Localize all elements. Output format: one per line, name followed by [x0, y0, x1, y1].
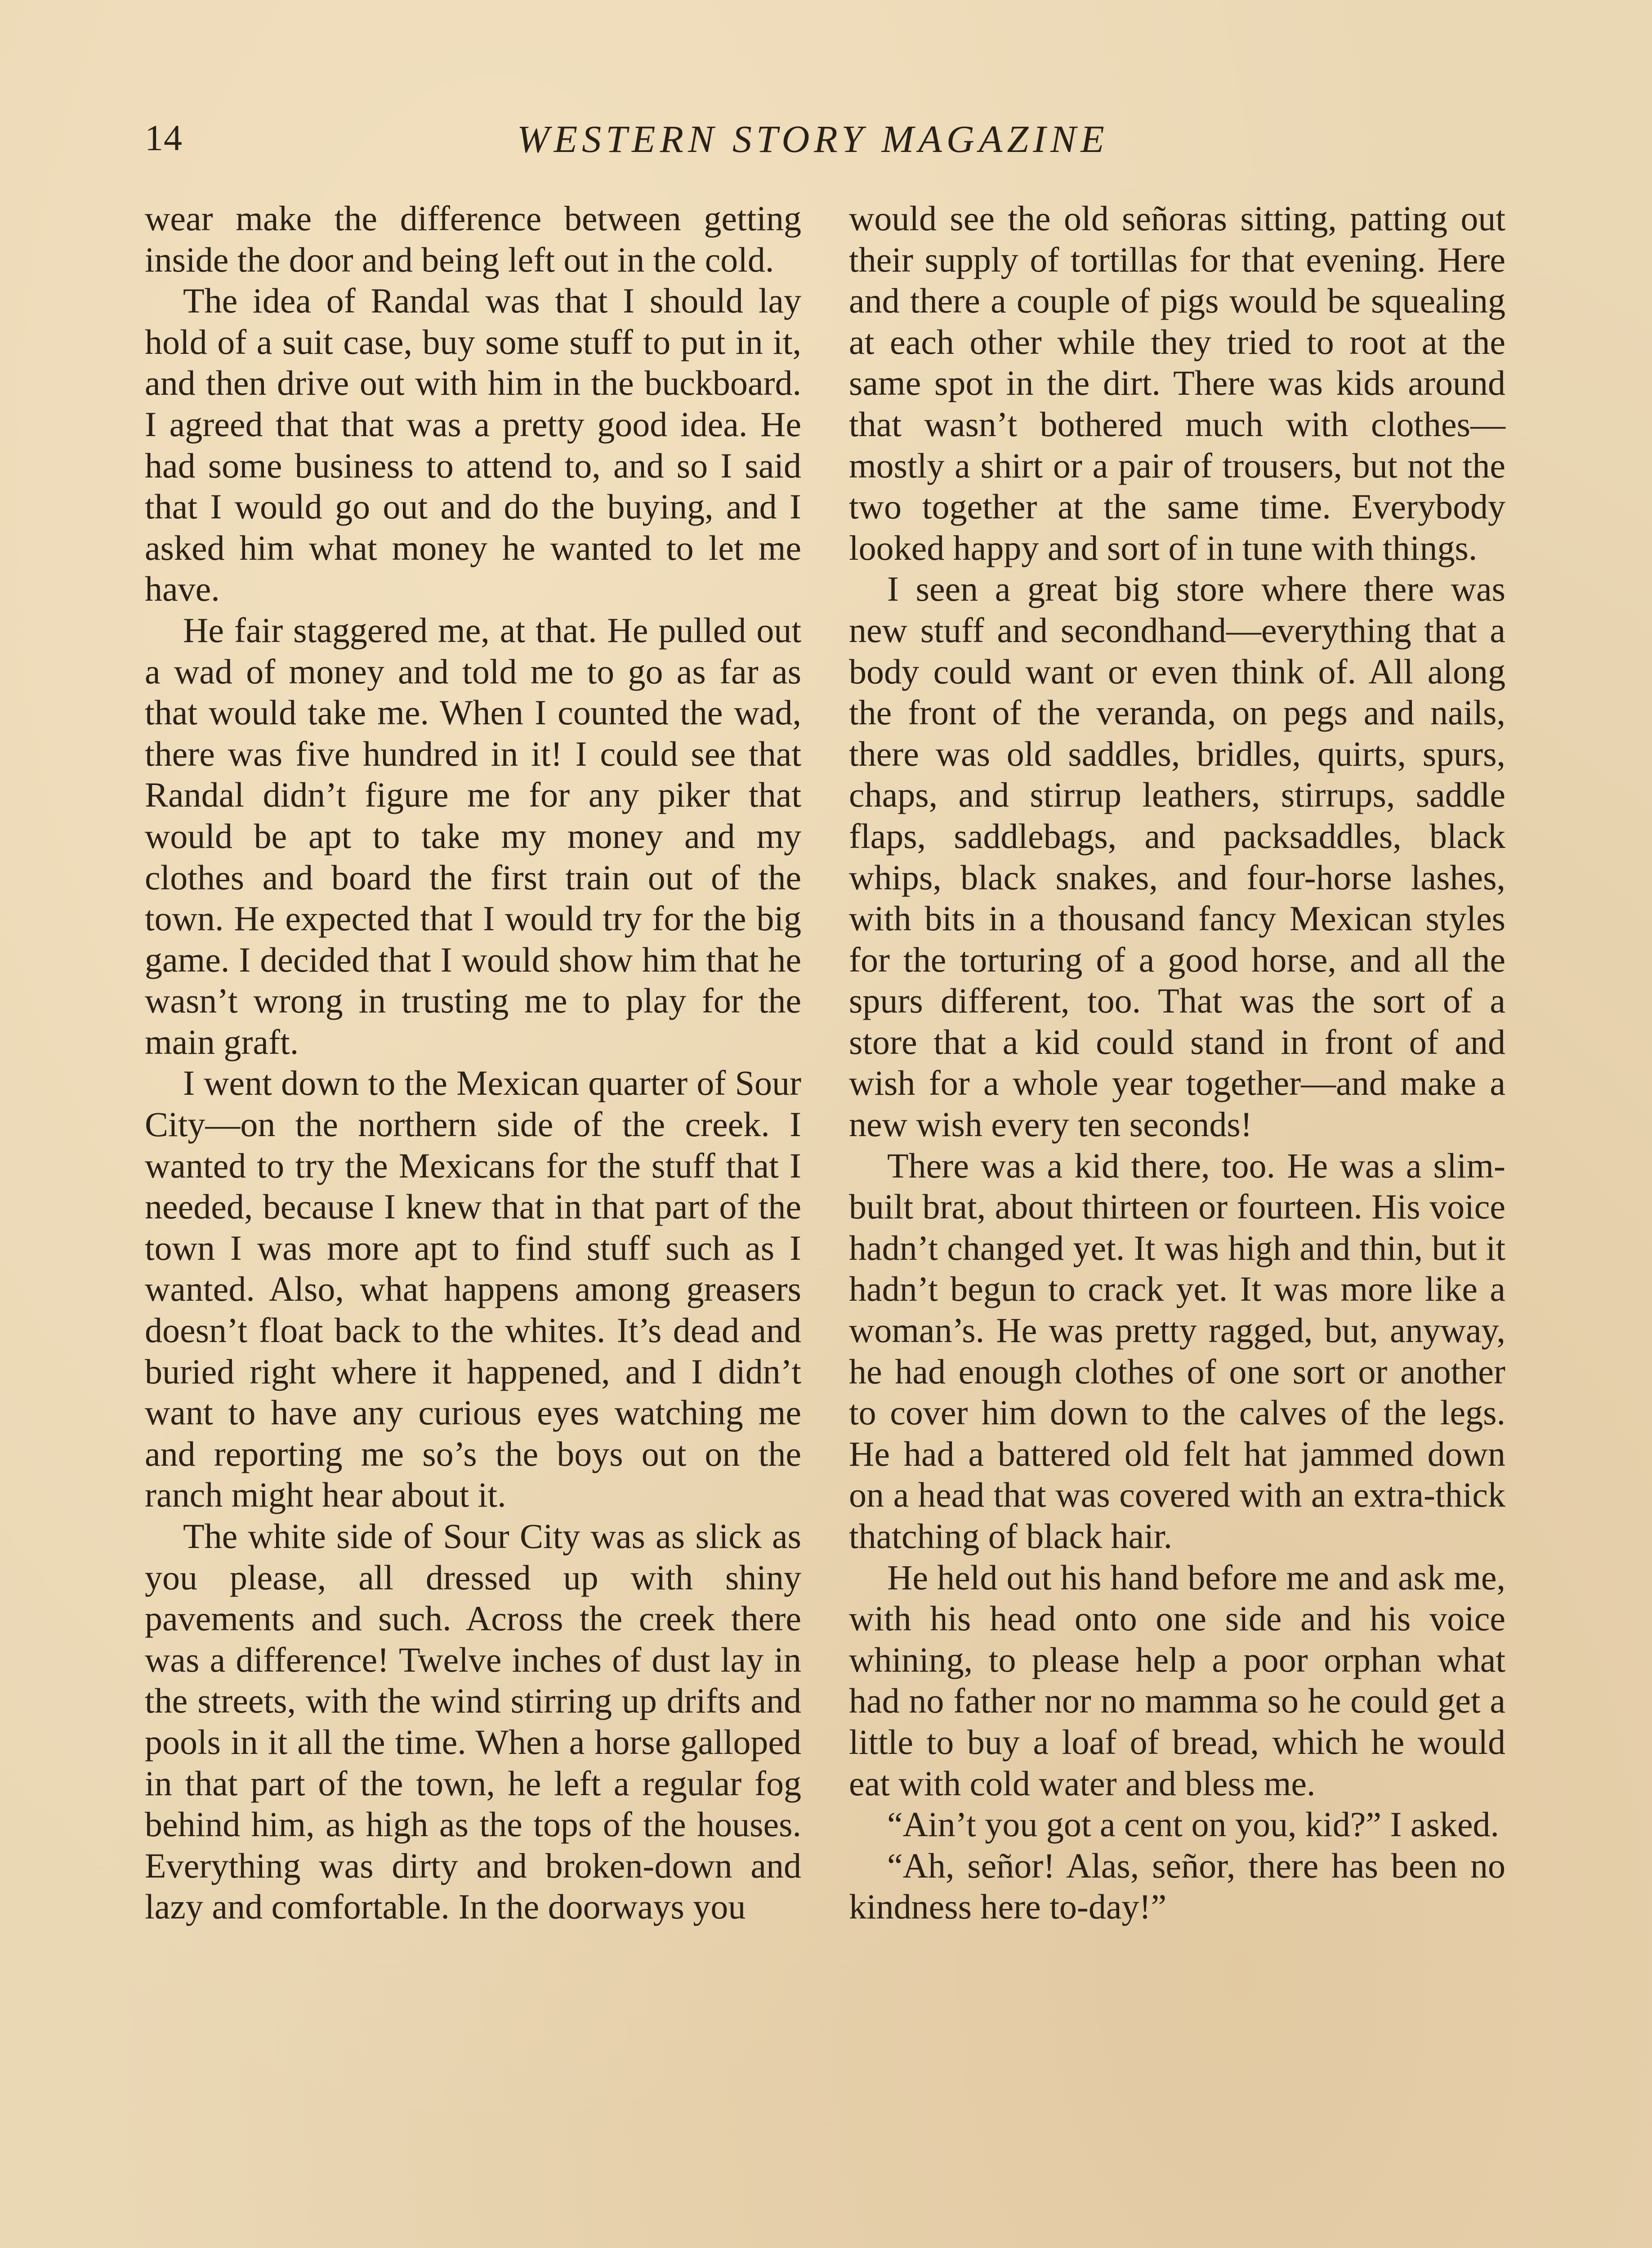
paragraph: The white side of Sour City was as slick as you please, all dressed up with shiny pavements and such. Across the creek there was a difference! Twelve inches of dust lay in the streets, with the wind stirring up drifts and pools in it all the time. When a horse galloped in that part of the town, he left a regular fog behind him, as high as the tops of the houses. Everything was dirty and broken-down and lazy and comfortable. In the doorways you	[145, 1517, 801, 1927]
paragraph: The idea of Randal was that I should lay hold of a suit case, buy some stuff to put in it, and then drive out with him in the buckboard. I agreed that that was a pretty good idea. He had some business to attend to, and so I said that I would go out and do the buying, and I asked him what money he wanted to let me have.	[145, 281, 801, 609]
paragraph: He fair staggered me, at that. He pulled out a wad of money and told me to go as far as that would take me. When I counted the wad, there was five hundred in it! I could see that Randal didn’t figure me for any piker that would be apt to take my money and my clothes and board the first train out of the town. He expected that I would try for the big game. I decided that I would show him that he wasn’t wrong in trusting me to play for the main graft.	[145, 610, 801, 1062]
right-column	[849, 198, 1505, 1927]
paragraph: “Ain’t you got a cent on you, kid?” I asked.	[887, 1805, 1500, 1844]
paragraph: wear make the difference between getting inside the door and being left out in the cold.	[145, 199, 801, 279]
paragraph: “Ah, señor! Alas, señor, there has been no kindness here to-day!”	[849, 1846, 1505, 1927]
left-column	[145, 198, 801, 1927]
page-number: 14	[145, 117, 183, 158]
paragraph: would see the old señoras sitting, patting out their supply of tortillas for that evening. Here and there a couple of pigs would be squealing at each other while they tried to root at the same spot in the dirt. There was kids around that wasn’t bothered much with clothes—mostly a shirt or a pair of trousers, but not the two together at the same time. Everybody looked happy and sort of in tune with things.	[849, 199, 1505, 567]
paragraph: I seen a great big store where there was new stuff and secondhand—everything that a body could want or even think of. All along the front of the veranda, on pegs and nails, there was old saddles, bridles, quirts, spurs, chaps, and stirrup leathers, stirrups, saddle flaps, saddlebags, and packsaddles, black whips, black snakes, and four-horse lashes, with bits in a thousand fancy Mexican styles for the torturing of a good horse, and all the spurs different, too. That was the sort of a store that a kid could stand in front of and wish for a whole year together—and make a new wish every ten seconds!	[849, 569, 1505, 1144]
running-head: WESTERN STORY MAGAZINE	[517, 117, 1109, 161]
paragraph: There was a kid there, too. He was a slim-built brat, about thirteen or fourteen. His voice hadn’t changed yet. It was high and thin, but it hadn’t begun to crack yet. It was more like a woman’s. He was pretty ragged, but, anyway, he had enough clothes of one sort or another to cover him down to the calves of the legs. He had a battered old felt hat jammed down on a head that was covered with an extra-thick thatching of black hair.	[849, 1146, 1505, 1556]
paragraph: He held out his hand before me and ask me, with his head onto one side and his voice whining, to please help a poor orphan what had no father nor no mamma so he could get a little to buy a loaf of bread, which he would eat with cold water and bless me.	[849, 1557, 1505, 1803]
paragraph: I went down to the Mexican quarter of Sour City—on the northern side of the creek. I wanted to try the Mexicans for the stuff that I needed, because I knew that in that part of the town I was more apt to find stuff such as I wanted. Also, what happens among greasers doesn’t float back to the whites. It’s dead and buried right where it happened, and I didn’t want to have any curious eyes watching me and reporting me so’s the boys out on the ranch might hear about it.	[145, 1063, 801, 1515]
